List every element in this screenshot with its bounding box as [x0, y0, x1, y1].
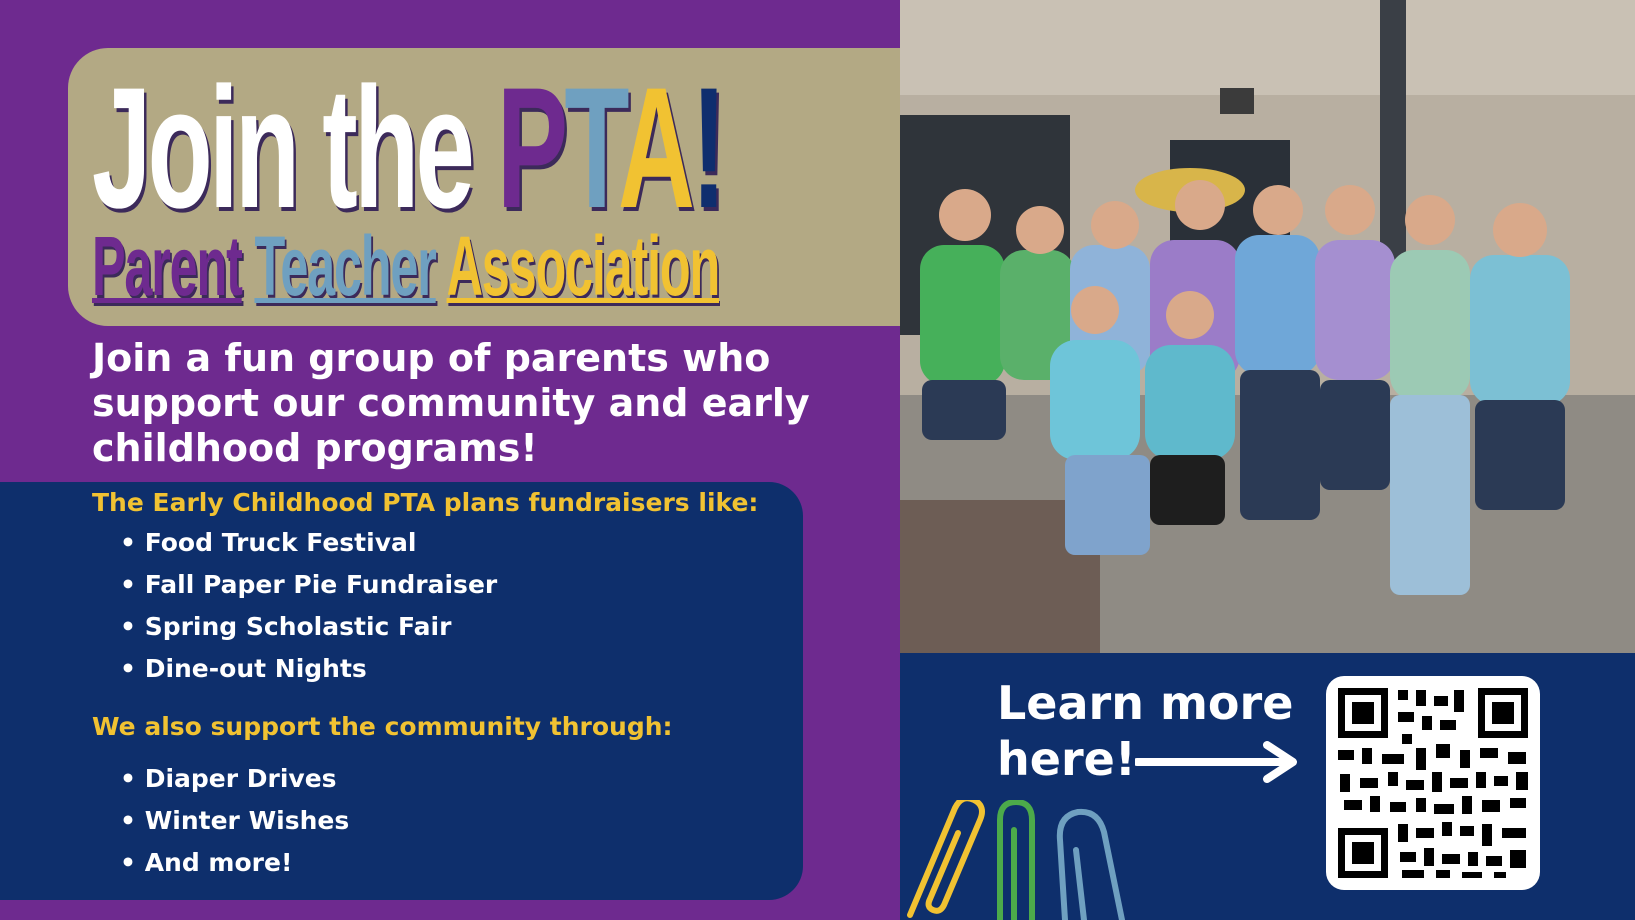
list-item: • Diaper Drives — [120, 758, 349, 800]
fundraisers-heading: The Early Childhood PTA plans fundraisers like: — [92, 488, 759, 517]
title-word-join: Join — [92, 52, 297, 244]
group-photo — [900, 0, 1635, 653]
title-letter-t: T — [564, 52, 618, 244]
title-letter-a: A — [617, 52, 692, 244]
list-item: • Dine-out Nights — [120, 648, 497, 690]
paperclip-icon — [910, 800, 982, 915]
paperclip-icon — [1000, 802, 1032, 920]
community-heading: We also support the community through: — [92, 712, 673, 741]
qr-code-icon — [1326, 676, 1540, 890]
learn-more-line2: here! — [997, 732, 1136, 786]
title-word-the: the — [322, 52, 472, 244]
paperclip-icon — [1060, 812, 1122, 920]
list-item: • Winter Wishes — [120, 800, 349, 842]
list-item: • Food Truck Festival — [120, 522, 497, 564]
community-list — [120, 758, 349, 884]
arrow-right-icon — [1135, 740, 1305, 784]
paperclips-decoration — [900, 800, 1160, 920]
fundraisers-list — [120, 522, 497, 690]
subtitle-association: Association — [446, 219, 720, 313]
subtitle — [92, 219, 720, 313]
title-exclamation: ! — [691, 52, 723, 244]
title-letter-p: P — [496, 52, 565, 244]
list-item: • Fall Paper Pie Fundraiser — [120, 564, 497, 606]
list-item: • And more! — [120, 842, 349, 884]
intro-text: Join a fun group of parents who support our community and early childhood programs! — [92, 336, 810, 470]
subtitle-teacher: Teacher — [254, 219, 436, 313]
list-item: • Spring Scholastic Fair — [120, 606, 497, 648]
group-photo-illustration — [900, 0, 1635, 653]
qr-code[interactable] — [1326, 676, 1540, 890]
learn-more-line1: Learn more — [997, 676, 1294, 730]
subtitle-parent: Parent — [92, 219, 242, 313]
main-title — [92, 52, 723, 244]
